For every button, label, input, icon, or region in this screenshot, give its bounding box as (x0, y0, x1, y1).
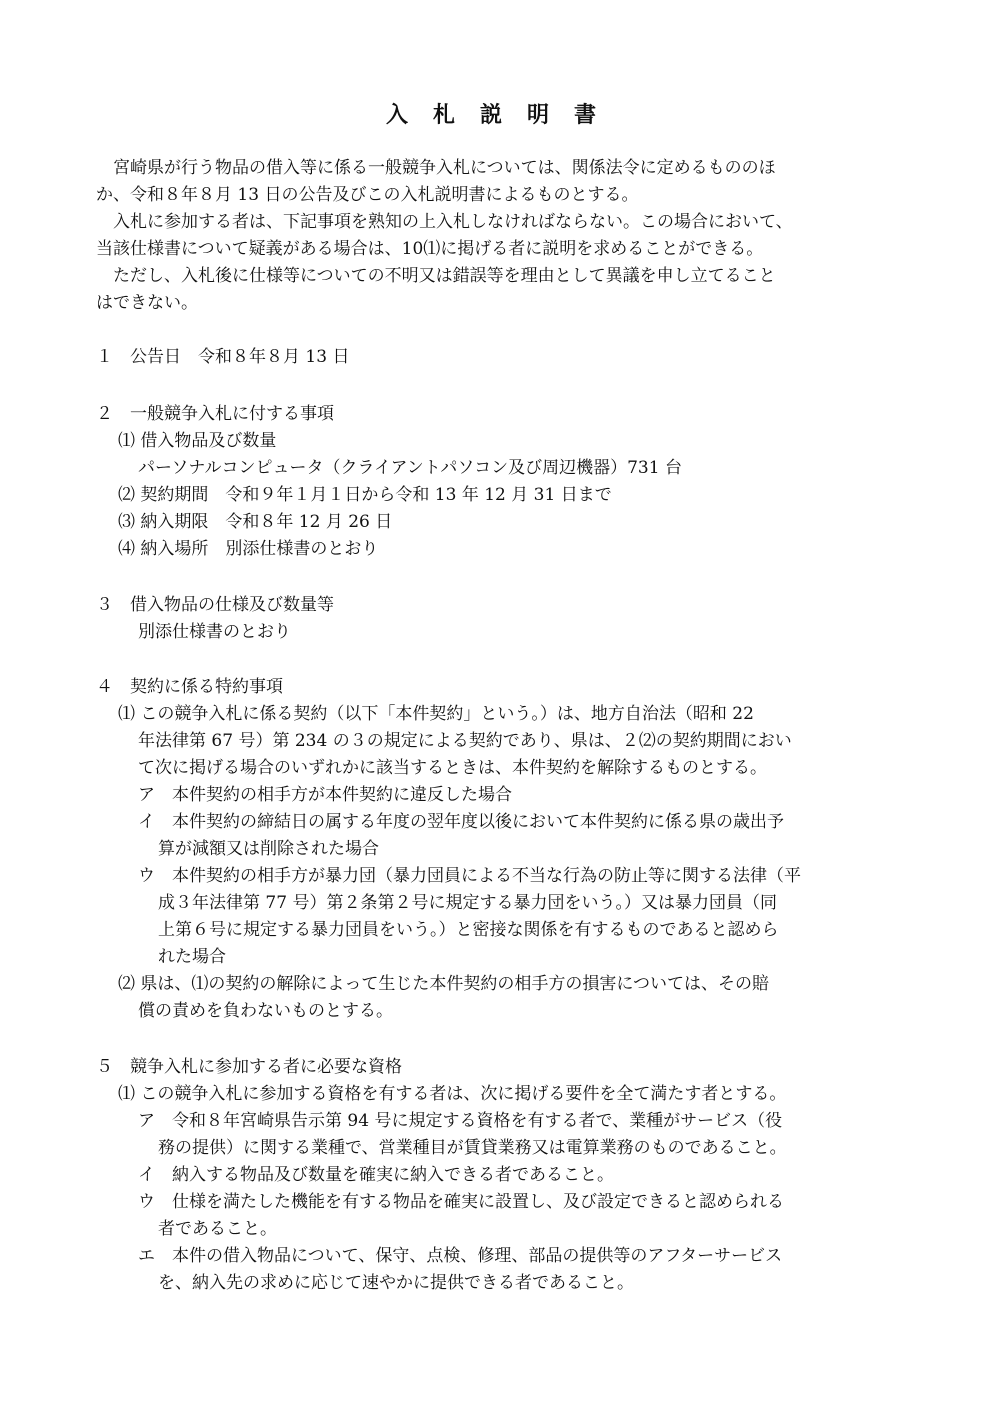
intro-line: 宮崎県が行う物品の借入等に係る一般競争入札については、関係法令に定めるもののほ (96, 158, 776, 178)
section-1-heading: １ 公告日 令和８年８月 13 日 (96, 347, 350, 367)
section-3-body: 別添仕様書のとおり (138, 622, 291, 642)
section-2-heading: ２ 一般競争入札に付する事項 (96, 404, 334, 424)
section-4-item-u-line: 成３年法律第 77 号）第２条第２号に規定する暴力団をいう。）又は暴力団員（同 (158, 893, 777, 913)
section-4-item-i-line: 算が減額又は削除された場合 (158, 839, 379, 859)
section-5-item-e-line: を、納入先の求めに応じて速やかに提供できる者であること。 (158, 1273, 634, 1293)
section-5-item-a-line: ア 令和８年宮崎県告示第 94 号に規定する資格を有する者で、業種がサービス（役 (138, 1111, 783, 1131)
section-5-clause-1: ⑴ この競争入札に参加する資格を有する者は、次に掲げる要件を全て満たす者とする。 (118, 1084, 787, 1104)
section-4-item-u-line: 上第６号に規定する暴力団員をいう。）と密接な関係を有するものであると認めら (158, 920, 779, 940)
intro-line: か、令和８年８月 13 日の公告及びこの入札説明書によるものとする。 (96, 185, 639, 205)
section-2-item-4: ⑷ 納入場所 別添仕様書のとおり (118, 539, 379, 559)
intro-line: ただし、入札後に仕様等についての不明又は錯誤等を理由として異議を申し立てること (96, 266, 776, 286)
section-4-item-i-line: イ 本件契約の締結日の属する年度の翌年度以後において本件契約に係る県の歳出予 (138, 812, 784, 832)
section-4-clause-1-line: て次に掲げる場合のいずれかに該当するときは、本件契約を解除するものとする。 (138, 758, 767, 778)
section-5-item-i: イ 納入する物品及び数量を確実に納入できる者であること。 (138, 1165, 614, 1185)
intro-line: 当該仕様書について疑義がある場合は、10⑴に掲げる者に説明を求めることができる。 (96, 239, 764, 259)
section-5-item-u-line: 者であること。 (158, 1219, 277, 1239)
section-5-item-e-line: エ 本件の借入物品について、保守、点検、修理、部品の提供等のアフターサービス (138, 1246, 783, 1266)
section-4-clause-2-line: ⑵ 県は、⑴の契約の解除によって生じた本件契約の相手方の損害については、その賠 (118, 974, 770, 994)
section-4-clause-2-line: 償の責めを負わないものとする。 (138, 1001, 393, 1021)
section-4-item-a: ア 本件契約の相手方が本件契約に違反した場合 (138, 785, 512, 805)
section-5-heading: ５ 競争入札に参加する者に必要な資格 (96, 1057, 402, 1077)
intro-line: はできない。 (96, 293, 198, 313)
section-2-item-3: ⑶ 納入期限 令和８年 12 月 26 日 (118, 512, 393, 532)
section-5-item-u-line: ウ 仕様を満たした機能を有する物品を確実に設置し、及び設定できると認められる (138, 1192, 784, 1212)
intro-line: 入札に参加する者は、下記事項を熟知の上入札しなければならない。この場合において、 (96, 212, 793, 232)
section-4-item-u-line: れた場合 (158, 947, 226, 967)
section-3-heading: ３ 借入物品の仕様及び数量等 (96, 595, 334, 615)
section-4-heading: ４ 契約に係る特約事項 (96, 677, 283, 697)
section-4-clause-1-line: ⑴ この競争入札に係る契約（以下「本件契約」という。）は、地方自治法（昭和 22 (118, 704, 754, 724)
section-4-clause-1-line: 年法律第 67 号）第 234 の３の規定による契約であり、県は、２⑵の契約期間におい (138, 731, 792, 751)
document-title: 入札説明書 (386, 102, 622, 128)
section-2-item-1-value: パーソナルコンピュータ（クライアントパソコン及び周辺機器）731 台 (138, 458, 682, 478)
section-2-item-2: ⑵ 契約期間 令和９年１月１日から令和 13 年 12 月 31 日まで (118, 485, 612, 505)
section-2-item-1-label: ⑴ 借入物品及び数量 (118, 431, 277, 451)
section-4-item-u-line: ウ 本件契約の相手方が暴力団（暴力団員による不当な行為の防止等に関する法律（平 (138, 866, 801, 886)
section-5-item-a-line: 務の提供）に関する業種で、営業種目が賃貸業務又は電算業務のものであること。 (158, 1138, 787, 1158)
